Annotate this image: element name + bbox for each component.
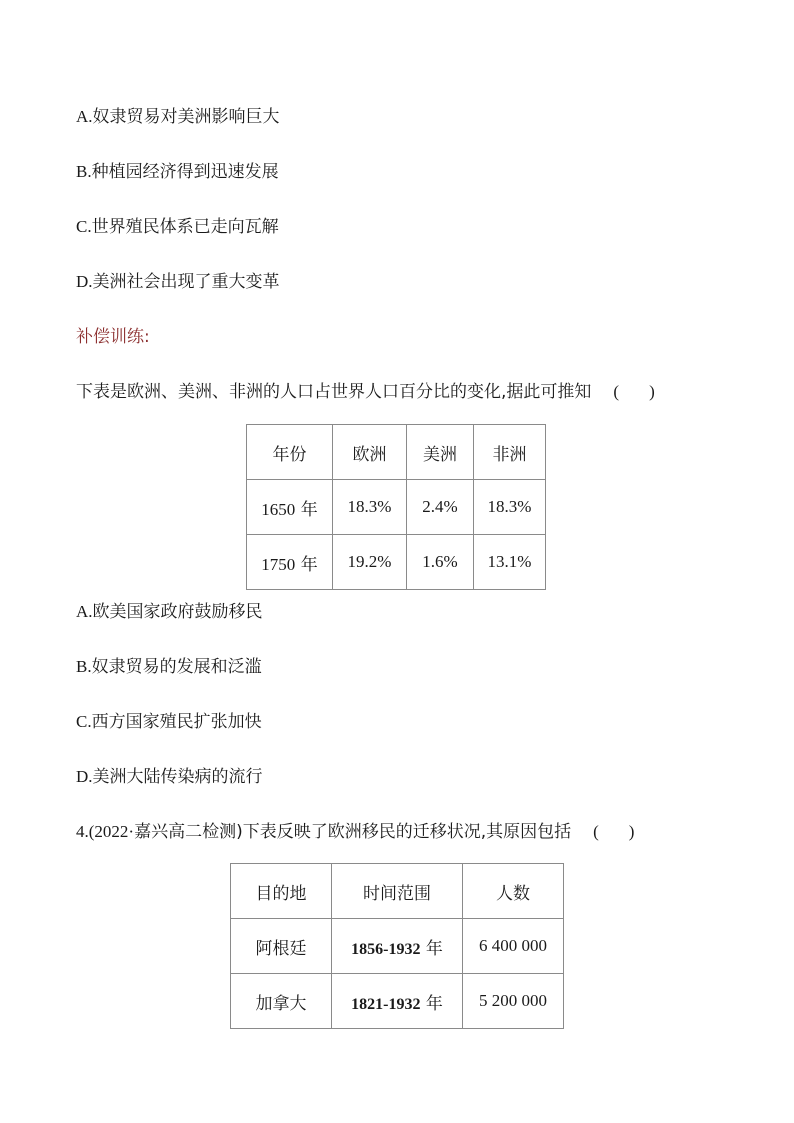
header-cell: 人数: [463, 864, 564, 919]
option-c: [76, 215, 279, 239]
option-text: 美洲社会出现了重大变革: [92, 272, 280, 292]
africa-cell: 13.1%: [474, 535, 546, 590]
time-range-cell: 1856-1932 年: [332, 919, 463, 974]
option-c: [76, 710, 262, 734]
time-range-cell: 1821-1932 年: [332, 974, 463, 1029]
table-row: [247, 535, 546, 590]
stem-text: 下表反映了欧洲移民的迁移状况,其原因包括: [242, 822, 572, 842]
table-header-row: [247, 425, 546, 480]
europe-cell: 18.3%: [333, 480, 407, 535]
section-label: 补偿训练:: [76, 327, 150, 347]
question-number: 4.(2022·: [76, 822, 135, 841]
destination-cell: 阿根廷: [231, 919, 332, 974]
europe-cell: 19.2%: [333, 535, 407, 590]
option-b: [76, 160, 279, 184]
count-cell: 6 400 000: [463, 919, 564, 974]
table-row: [231, 974, 564, 1029]
header-cell: 时间范围: [332, 864, 463, 919]
migration-table: [230, 863, 564, 1029]
header-cell: 欧洲: [333, 425, 407, 480]
option-letter: B.: [76, 657, 92, 676]
table-row: [247, 480, 546, 535]
table-header-row: [231, 864, 564, 919]
option-letter: A.: [76, 107, 93, 126]
option-d: [76, 270, 280, 294]
question-source: 嘉兴高二检测: [134, 822, 237, 842]
header-cell: 美洲: [407, 425, 474, 480]
option-text: 世界殖民体系已走向瓦解: [91, 217, 279, 237]
destination-cell: 加拿大: [231, 974, 332, 1029]
option-text: 美洲大陆传染病的流行: [92, 767, 263, 787]
table-row: [231, 919, 564, 974]
option-letter: D.: [76, 767, 93, 786]
option-text: 奴隶贸易的发展和泛滥: [91, 657, 262, 677]
question-4-stem: [76, 820, 634, 844]
option-b: [76, 655, 262, 679]
option-letter: C.: [76, 217, 92, 236]
answer-blank: ( ): [593, 822, 635, 841]
count-cell: 5 200 000: [463, 974, 564, 1029]
option-letter: D.: [76, 272, 93, 291]
option-letter: B.: [76, 162, 92, 181]
option-text: 西方国家殖民扩张加快: [91, 712, 262, 732]
year-cell: 1750 年: [247, 535, 333, 590]
america-cell: 2.4%: [407, 480, 474, 535]
option-text: 种植园经济得到迅速发展: [91, 162, 279, 182]
header-cell: 年份: [247, 425, 333, 480]
africa-cell: 18.3%: [474, 480, 546, 535]
year-cell: 1650 年: [247, 480, 333, 535]
answer-blank: ( ): [613, 382, 655, 401]
option-text: 欧美国家政府鼓励移民: [92, 602, 263, 622]
header-cell: 目的地: [231, 864, 332, 919]
option-text: 奴隶贸易对美洲影响巨大: [92, 107, 280, 127]
option-d: [76, 765, 263, 789]
stem-text: 下表是欧洲、美洲、非洲的人口占世界人口百分比的变化,据此可推知: [76, 382, 592, 402]
option-letter: C.: [76, 712, 92, 731]
option-a: [76, 600, 263, 624]
header-cell: 非洲: [474, 425, 546, 480]
option-a: [76, 105, 280, 129]
question-source-close: ): [236, 822, 243, 842]
option-letter: A.: [76, 602, 93, 621]
population-table: [246, 424, 546, 590]
question-stem: [76, 380, 655, 404]
america-cell: 1.6%: [407, 535, 474, 590]
